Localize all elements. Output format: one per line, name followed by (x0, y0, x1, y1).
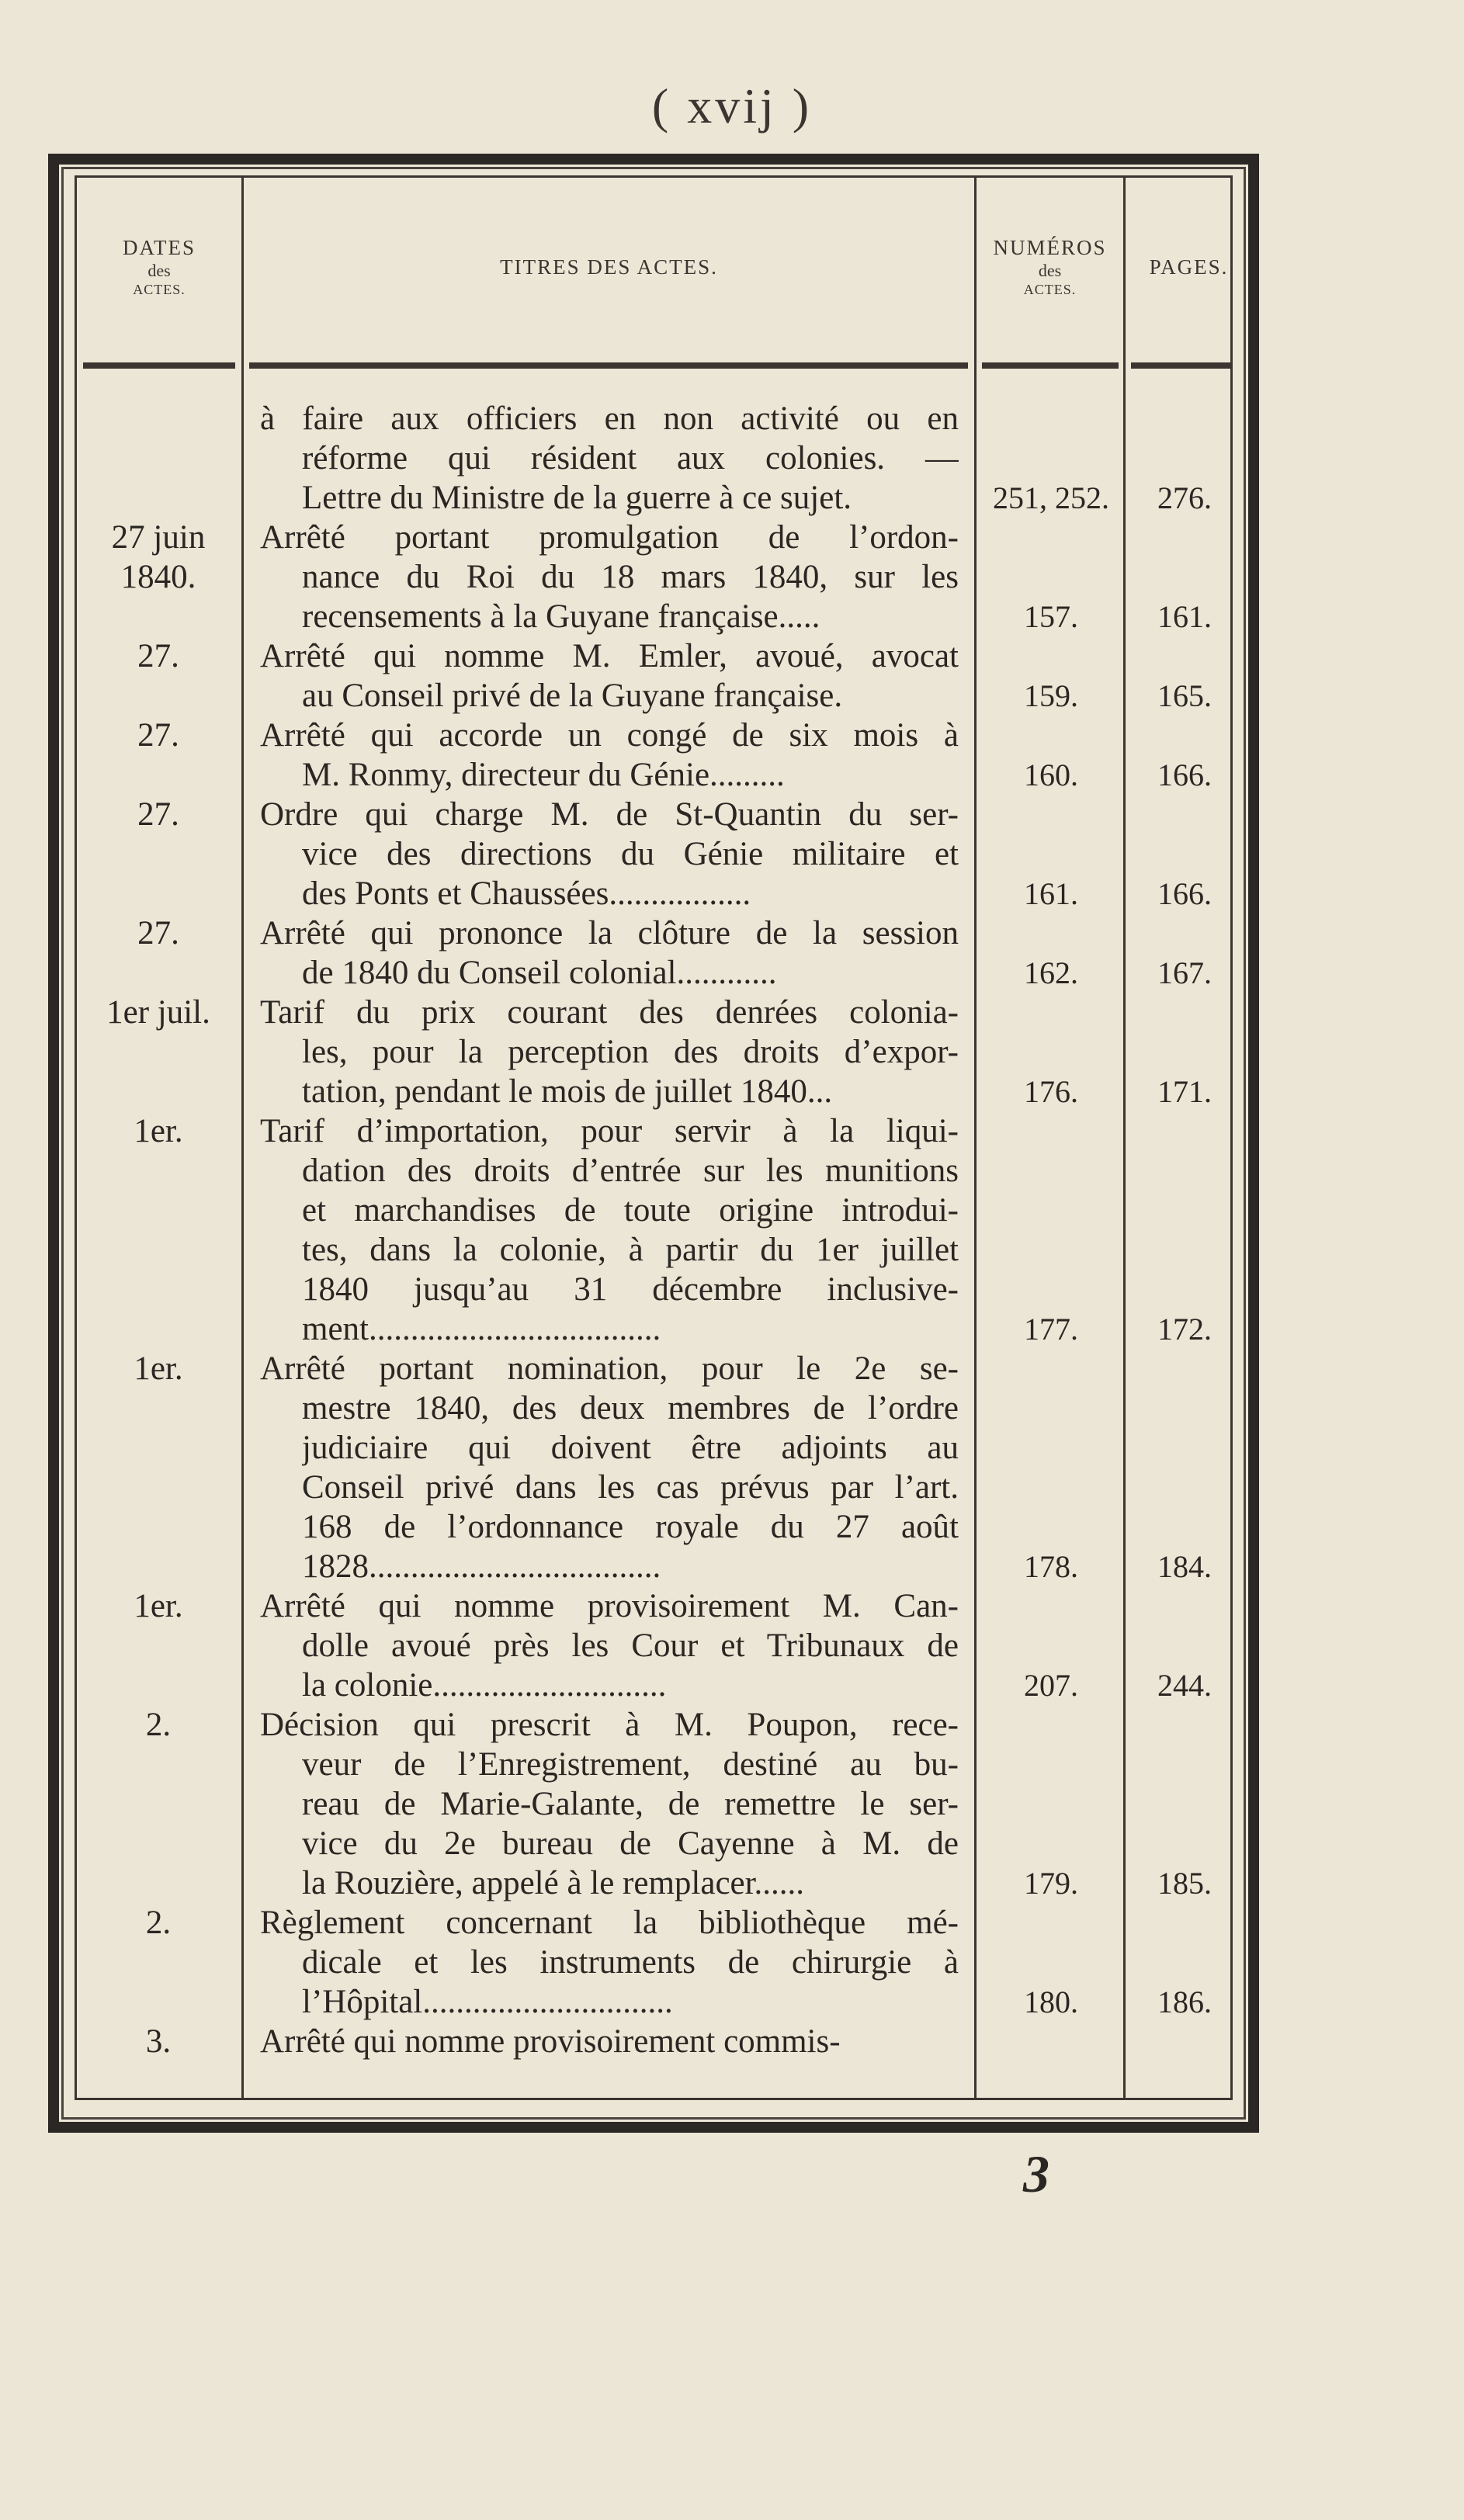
entry-line (77, 1309, 1230, 1349)
entry-title-line: la Rouzière, appelé à le remplacer...... (302, 1865, 805, 1901)
entry-numeros: 161. (1024, 876, 1078, 911)
entry-line (77, 1151, 1230, 1191)
entry-numeros: 251, 252. (993, 480, 1109, 515)
entry-line (77, 557, 1230, 597)
entry-title-line: Arrêté qui accorde un congé de six mois à (260, 717, 959, 754)
entry-date: 27. (137, 915, 179, 951)
entry-title-line: reau de Marie-Galante, de remettre le ser- (302, 1786, 959, 1822)
entry-title-line: dolle avoué près les Cour et Tribunaux de (302, 1627, 959, 1664)
entry-numeros: 180. (1024, 1984, 1078, 2019)
entry-line (77, 478, 1230, 518)
entry-title-line: vice du 2e bureau de Cayenne à M. de (302, 1825, 959, 1862)
table-row (77, 1903, 1230, 2022)
entry-title-line: Arrêté portant promulgation de l’ordon- (260, 519, 959, 556)
entry-title-line: Arrêté qui nomme provisoirement M. Can- (260, 1588, 959, 1624)
entry-line (77, 2022, 1230, 2061)
entry-pages: 276. (1157, 480, 1212, 515)
entry-line (77, 399, 1230, 438)
entry-date: 1840. (120, 559, 196, 595)
entry-date: 1er juil. (106, 994, 210, 1031)
entry-title-line: dicale et les instruments de chirurgie à (302, 1944, 959, 1981)
header-numeros-main: NUMÉROS (993, 235, 1107, 259)
entry-title-line: Arrêté qui prononce la clôture de la session (260, 915, 959, 951)
table-row (77, 1111, 1230, 1349)
entry-title-line: de 1840 du Conseil colonial............ (302, 955, 777, 991)
header-pages (1126, 178, 1252, 356)
entry-line (77, 1468, 1230, 1507)
entry-title-line: des Ponts et Chaussées................. (302, 875, 751, 912)
entry-date: 2. (145, 1707, 172, 1743)
entry-date: 3. (145, 2023, 172, 2060)
entry-title-line: ment................................... (302, 1311, 661, 1347)
entry-numeros: 177. (1024, 1312, 1078, 1347)
page-header: ( xvij ) (651, 78, 813, 133)
table-row (77, 636, 1230, 716)
header-titres (244, 178, 974, 356)
entry-line (77, 1745, 1230, 1784)
entry-title-line: M. Ronmy, directeur du Génie......... (302, 757, 785, 793)
entry-date: 1er. (134, 1113, 183, 1149)
entry-pages: 171. (1157, 1074, 1212, 1109)
entry-title-line: les, pour la perception des droits d’expor- (302, 1034, 959, 1070)
entry-title-line: judiciaire qui doivent être adjoints au (302, 1430, 959, 1466)
table-row (77, 716, 1230, 795)
header-rule (1131, 362, 1232, 369)
entry-title-line: 1828................................... (302, 1548, 661, 1585)
entry-title-line: à faire aux officiers en non activité ou en (260, 400, 959, 437)
entry-numeros: 162. (1024, 955, 1078, 990)
entry-line (77, 1784, 1230, 1824)
table-row (77, 795, 1230, 913)
entry-line (77, 1507, 1230, 1547)
entry-line (77, 518, 1230, 557)
entry-line (77, 1666, 1230, 1705)
entry-numeros: 207. (1024, 1668, 1078, 1703)
entry-line (77, 913, 1230, 953)
entry-line (77, 1982, 1230, 2022)
entry-line (77, 1428, 1230, 1468)
entry-title-line: et marchandises de toute origine introdui- (302, 1192, 959, 1229)
entry-line (77, 1943, 1230, 1982)
header-rule (249, 362, 968, 369)
entry-date: 27. (137, 638, 179, 674)
entry-line (77, 1705, 1230, 1745)
entry-title-line: Règlement concernant la bibliothèque mé- (260, 1905, 959, 1941)
table-row (77, 913, 1230, 993)
entry-date: 27. (137, 796, 179, 833)
entry-pages: 172. (1157, 1312, 1212, 1347)
entry-line (77, 1586, 1230, 1626)
table-row (77, 518, 1230, 636)
entry-line (77, 1903, 1230, 1943)
entry-line (77, 1270, 1230, 1309)
entry-title-line: Décision qui prescrit à M. Poupon, rece- (260, 1707, 959, 1743)
header-dates-small: des (147, 260, 171, 280)
header-pages-label: PAGES. (1149, 255, 1229, 279)
entry-pages: 185. (1157, 1866, 1212, 1901)
entry-pages: 166. (1157, 876, 1212, 911)
entry-pages: 165. (1157, 678, 1212, 713)
entry-numeros: 160. (1024, 757, 1078, 792)
entry-line (77, 795, 1230, 834)
entry-title-line: recensements à la Guyane française..... (302, 598, 820, 635)
entry-title-line: 1840 jusqu’au 31 décembre inclusive- (302, 1271, 959, 1308)
entry-title-line: Tarif d’importation, pour servir à la liqui- (260, 1113, 959, 1149)
entry-numeros: 179. (1024, 1866, 1078, 1901)
entry-title-line: Lettre du Ministre de la guerre à ce sujet. (302, 480, 852, 516)
entry-title-line: nance du Roi du 18 mars 1840, sur les (302, 559, 959, 595)
table-row (77, 1705, 1230, 1903)
entry-numeros: 176. (1024, 1074, 1078, 1109)
entry-title-line: l’Hôpital.............................. (302, 1984, 673, 2020)
entry-line (77, 636, 1230, 676)
entry-line (77, 438, 1230, 478)
entry-pages: 166. (1157, 757, 1212, 792)
entry-line (77, 1547, 1230, 1586)
entry-title-line: la colonie............................ (302, 1667, 667, 1704)
table-row (77, 1349, 1230, 1586)
entry-line (77, 1388, 1230, 1428)
entry-line (77, 676, 1230, 716)
entry-title-line: Ordre qui charge M. de St-Quantin du ser- (260, 796, 959, 833)
entry-pages: 184. (1157, 1549, 1212, 1584)
entry-title-line: tes, dans la colonie, à partir du 1er juillet (302, 1232, 959, 1268)
entry-numeros: 157. (1024, 599, 1078, 634)
entry-pages: 244. (1157, 1668, 1212, 1703)
entry-line (77, 993, 1230, 1032)
entry-date: 1er. (134, 1588, 183, 1624)
header-dates-main: DATES (122, 235, 196, 259)
entry-line (77, 874, 1230, 913)
header-dates (77, 178, 241, 356)
header-numeros-small: des (1038, 260, 1062, 280)
entry-pages: 167. (1157, 955, 1212, 990)
entry-title-line: Tarif du prix courant des denrées colonia- (260, 994, 959, 1031)
entry-line (77, 834, 1230, 874)
entry-pages: 161. (1157, 599, 1212, 634)
entry-title-line: Arrêté qui nomme M. Emler, avoué, avocat (260, 638, 959, 674)
table-row (77, 2022, 1230, 2061)
header-rule (982, 362, 1119, 369)
entry-line (77, 1349, 1230, 1388)
table-frame (48, 154, 1259, 2133)
signature-mark: 3 (1023, 2144, 1049, 2203)
entry-numeros: 159. (1024, 678, 1078, 713)
entry-date: 1er. (134, 1350, 183, 1387)
entry-date: 2. (145, 1905, 172, 1941)
entry-numeros: 178. (1024, 1549, 1078, 1584)
entry-title-line: réforme qui résident aux colonies. — (302, 440, 959, 477)
header-dates-tiny: ACTES. (133, 282, 186, 298)
entry-line (77, 1191, 1230, 1230)
entry-line (77, 1072, 1230, 1111)
entry-title-line: au Conseil privé de la Guyane française. (302, 678, 843, 714)
entry-line (77, 1111, 1230, 1151)
entry-line (77, 716, 1230, 755)
entry-title-line: dation des droits d’entrée sur les munitions (302, 1153, 959, 1189)
entry-title-line: Conseil privé dans les cas prévus par l’art. (302, 1469, 959, 1506)
entry-date: 27. (137, 717, 179, 754)
entry-line (77, 1230, 1230, 1270)
entry-line (77, 755, 1230, 795)
entry-title-line: vice des directions du Génie militaire et (302, 836, 959, 872)
table-row (77, 993, 1230, 1111)
header-numeros-tiny: ACTES. (1023, 282, 1077, 298)
header-rule (83, 362, 235, 369)
entry-title-line: veur de l’Enregistrement, destiné au bu- (302, 1746, 959, 1783)
entries-list (77, 399, 1230, 2061)
table-row (77, 399, 1230, 518)
entry-pages: 186. (1157, 1984, 1212, 2019)
entry-title-line: Arrêté qui nomme provisoirement commis- (260, 2023, 841, 2060)
entry-line (77, 597, 1230, 636)
entry-title-line: tation, pendant le mois de juillet 1840... (302, 1073, 833, 1110)
entry-line (77, 1626, 1230, 1666)
header-numeros (977, 178, 1123, 356)
entry-line (77, 953, 1230, 993)
entry-title-line: mestre 1840, des deux membres de l’ordre (302, 1390, 959, 1426)
entry-title-line: 168 de l’ordonnance royale du 27 août (302, 1509, 959, 1545)
entry-line (77, 1863, 1230, 1903)
header-titres-label: TITRES DES ACTES. (500, 255, 718, 279)
entry-title-line: Arrêté portant nomination, pour le 2e se- (260, 1350, 959, 1387)
table-row (77, 1586, 1230, 1705)
entry-line (77, 1032, 1230, 1072)
entry-date: 27 juin (111, 519, 206, 556)
table-inner (75, 175, 1233, 2100)
entry-line (77, 1824, 1230, 1863)
